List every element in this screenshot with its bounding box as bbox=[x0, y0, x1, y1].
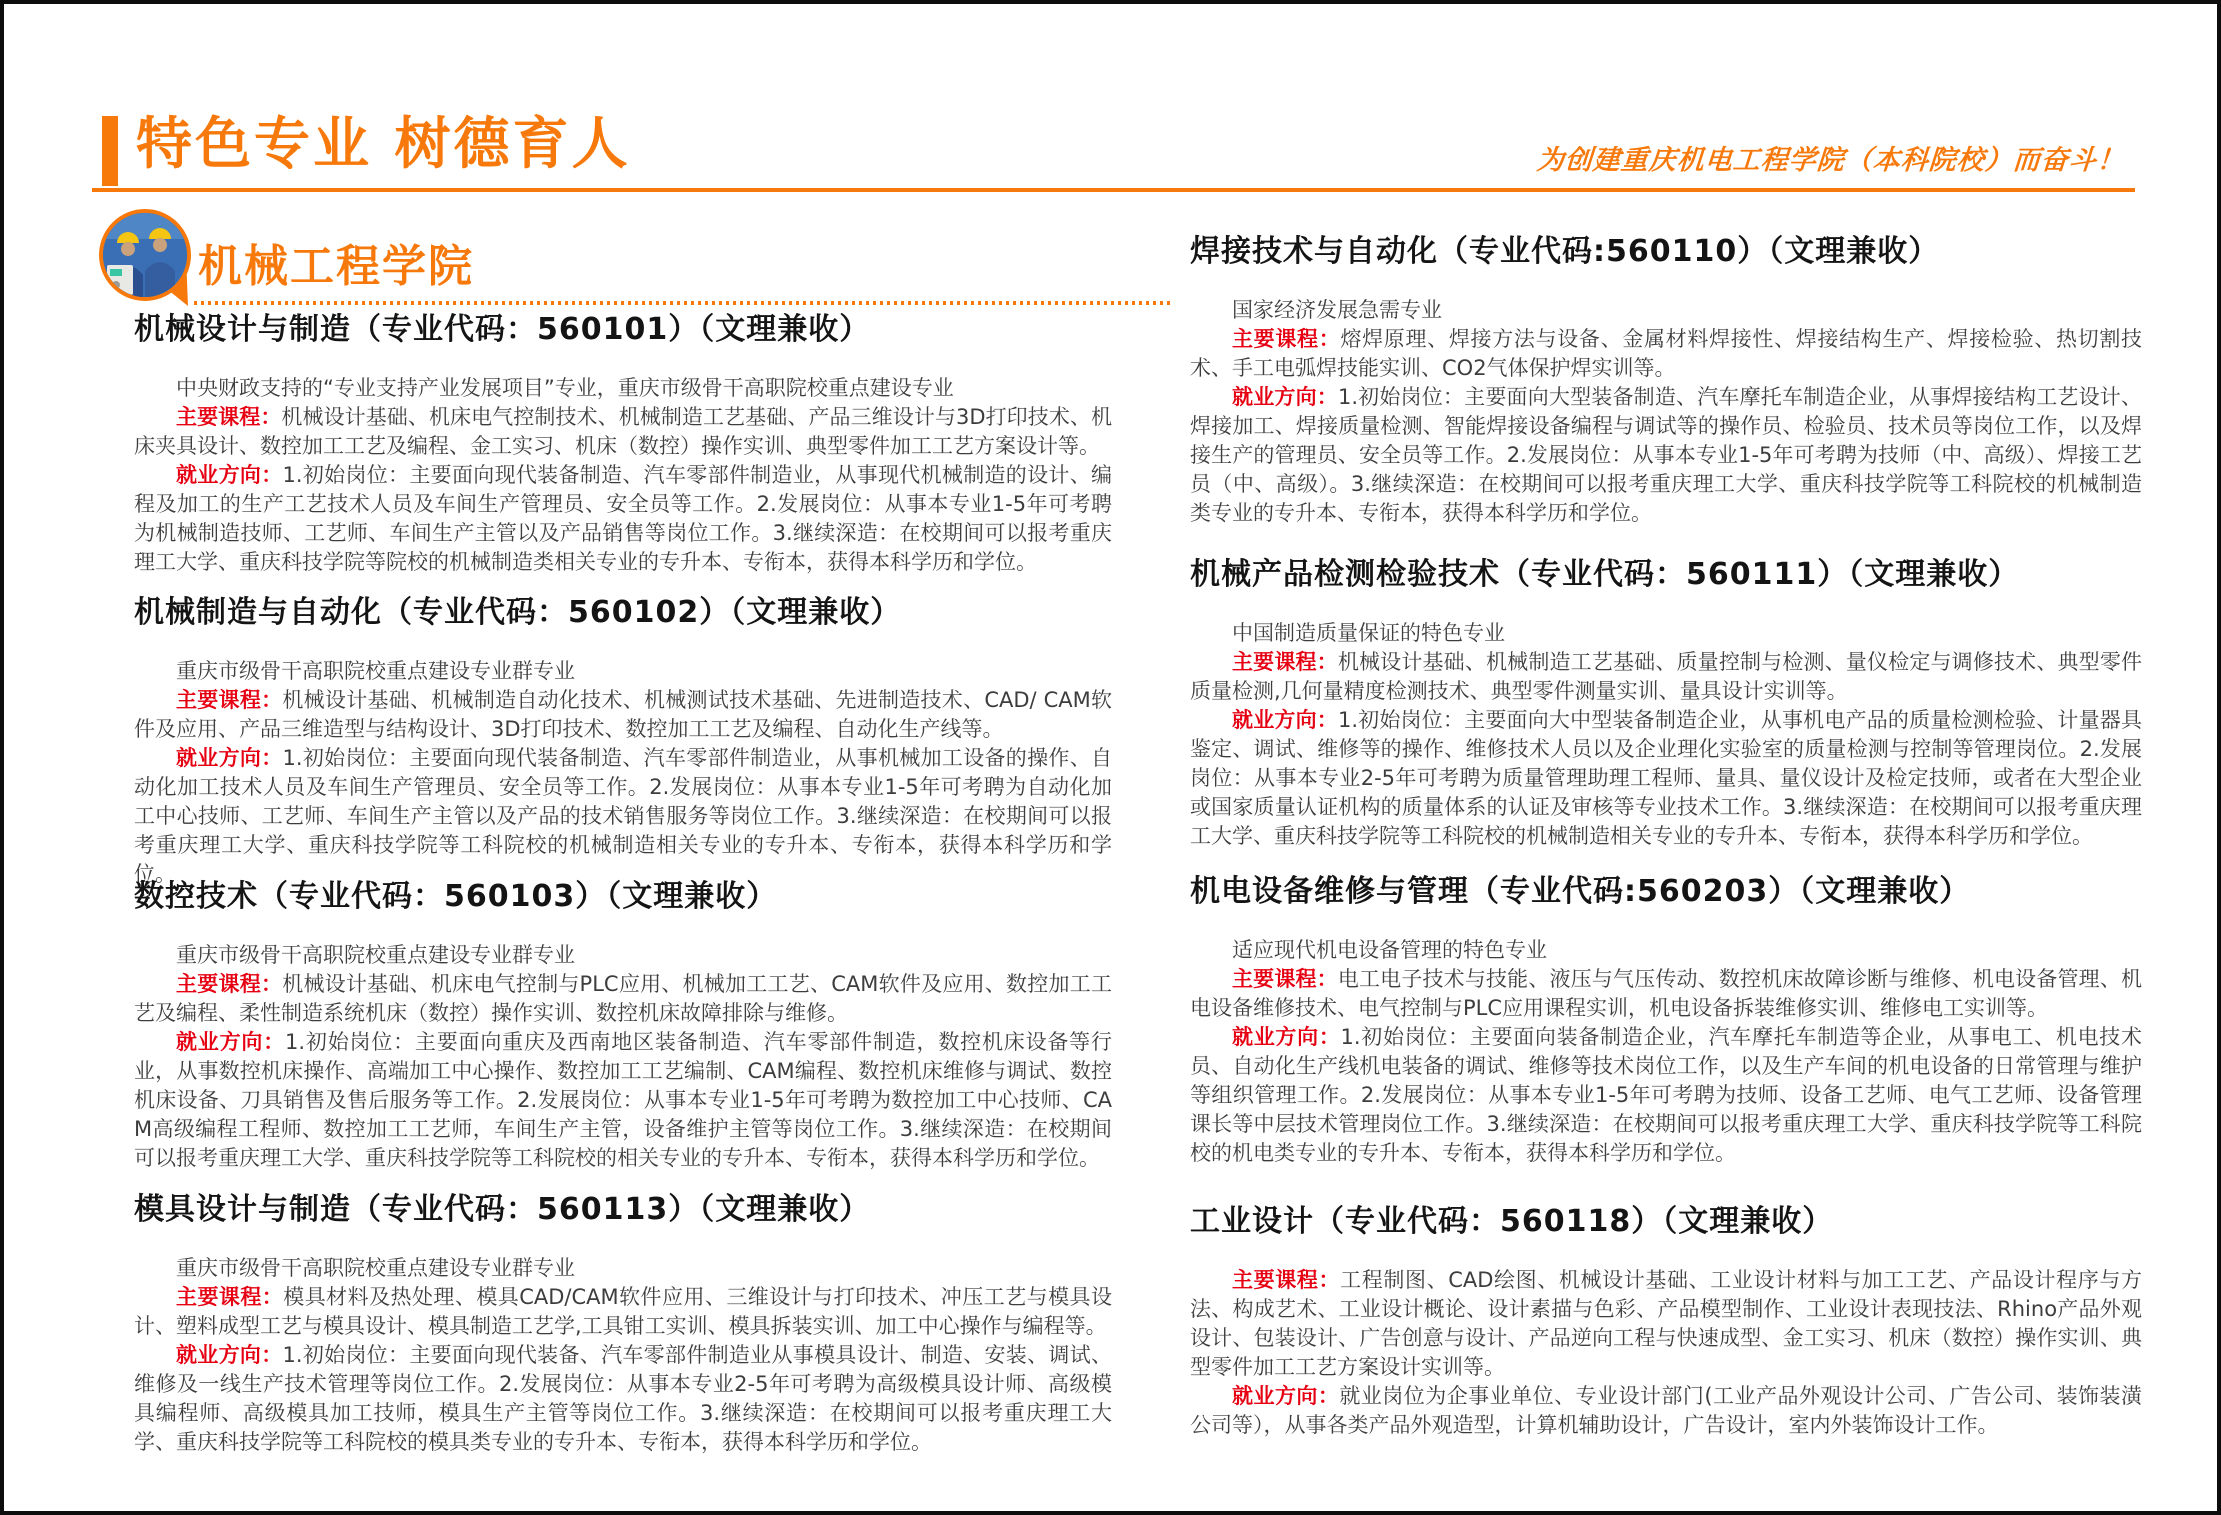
major-section bbox=[134, 871, 1112, 1173]
major-section bbox=[1190, 226, 2142, 528]
employment-label: 就业方向： bbox=[176, 1343, 283, 1367]
major-section bbox=[134, 587, 1112, 889]
major-employment bbox=[134, 1341, 1112, 1457]
courses-label: 主要课程： bbox=[176, 405, 282, 429]
courses-text: 机械设计基础、机械制造工艺基础、质量控制与检测、量仪检定与调修技术、典型零件质量检测,几何量精度检测技术、典型零件测量实训、量具设计实训等。 bbox=[1190, 650, 2143, 703]
major-section bbox=[1190, 1196, 2142, 1440]
employment-text: 1.初始岗位：主要面向现代装备、汽车零部件制造业从事模具设计、制造、安装、调试、维修及一线生产技术管理等岗位工作。2.发展岗位：从事本专业2-5年可考聘为高级模具设计师、高级模具编程师、高级模具加工技师，模具生产主管等岗位工作。3.继续深造：在校期间可以报考重庆理工大学、重庆科技学院等工科院校的模具类专业的专升本、专衔本，获得本科学历和学位。 bbox=[134, 1343, 1112, 1454]
employment-label: 就业方向： bbox=[1232, 1384, 1340, 1408]
major-courses bbox=[134, 403, 1112, 461]
courses-label: 主要课程： bbox=[176, 688, 283, 712]
major-section bbox=[134, 304, 1112, 577]
major-intro: 重庆市级骨干高职院校重点建设专业群专业 bbox=[176, 1256, 575, 1280]
courses-text: 工程制图、CAD绘图、机械设计基础、工业设计材料与加工工艺、产品设计程序与方法、构成艺术、工业设计概论、设计素描与色彩、产品模型制作、工业设计表现技法、Rhino产品外观设计、包装设计、广告创意与设计、产品逆向工程与快速成型、金工实习、机床（数控）操作实训、典型零件加工工艺方案设计实训等。 bbox=[1190, 1268, 2143, 1379]
major-courses bbox=[1190, 965, 2142, 1023]
employment-text: 1.初始岗位：主要面向重庆及西南地区装备制造、汽车零部件制造，数控机床设备等行业，从事数控机床操作、高端加工中心操作、数控加工工艺编制、CAM编程、数控机床维修与调试、数控机床设备、刀具销售及售后服务等工作。2.发展岗位：从事本专业1-5年可考聘为数控加工中心技师、CAM高级编程工程师、数控加工工艺师，车间生产主管，设备维护主管等岗位工作。3.继续深造：在校期间可以报考重庆理工大学、重庆科技学院等工科院校的相关专业的专升本、专衔本，获得本科学历和学位。 bbox=[134, 1030, 1112, 1170]
major-title: 机械设计与制造（专业代码：560101）（文理兼收） bbox=[134, 312, 871, 347]
courses-text: 熔焊原理、焊接方法与设备、金属材料焊接性、焊接结构生产、焊接检验、热切割技术、手工电弧焊技能实训、CO2气体保护焊实训等。 bbox=[1190, 327, 2143, 380]
courses-label: 主要课程： bbox=[1232, 1268, 1341, 1292]
department-name: 机械工程学院 bbox=[198, 241, 474, 292]
major-intro: 中央财政支持的“专业支持产业发展项目”专业，重庆市级骨干高职院校重点建设专业 bbox=[176, 376, 954, 400]
major-courses bbox=[134, 686, 1112, 744]
courses-text: 机械设计基础、机械制造自动化技术、机械测试技术基础、先进制造技术、CAD/ CAM软件及应用、产品三维造型与结构设计、3D打印技术、数控加工工艺及编程、自动化生产线等。 bbox=[134, 688, 1112, 741]
major-title: 模具设计与制造（专业代码：560113）（文理兼收） bbox=[134, 1192, 871, 1227]
major-employment bbox=[1190, 1382, 2142, 1440]
page-title: 特色专业 树德育人 bbox=[136, 112, 631, 177]
employment-label: 就业方向： bbox=[1232, 1025, 1341, 1049]
major-employment bbox=[134, 1028, 1112, 1173]
header-rule bbox=[92, 188, 2135, 192]
major-title: 机械制造与自动化（专业代码：560102）（文理兼收） bbox=[134, 595, 902, 630]
major-courses bbox=[1190, 325, 2142, 383]
employment-text: 1.初始岗位：主要面向现代装备制造、汽车零部件制造业，从事现代机械制造的设计、编程及加工的生产工艺技术人员及车间生产管理员、安全员等工作。2.发展岗位：从事本专业1-5年可考聘为机械制造技师、工艺师、车间生产主管以及产品销售等岗位工作。3.继续深造：在校期间可以报考重庆理工大学、重庆科技学院等院校的机械制造类相关专业的专升本、专衔本，获得本科学历和学位。 bbox=[134, 463, 1112, 574]
major-title: 机电设备维修与管理（专业代码:560203）（文理兼收） bbox=[1190, 874, 1971, 909]
major-employment bbox=[134, 461, 1112, 577]
courses-label: 主要课程： bbox=[1232, 967, 1338, 991]
department-photo-badge bbox=[99, 209, 191, 301]
employment-label: 就业方向： bbox=[1232, 385, 1338, 409]
employment-label: 就业方向： bbox=[176, 746, 283, 770]
major-intro: 重庆市级骨干高职院校重点建设专业群专业 bbox=[176, 659, 575, 683]
employment-text: 1.初始岗位：主要面向现代装备制造、汽车零部件制造业，从事机械加工设备的操作、自动化加工技术人员及车间生产管理员、安全员等工作。2.发展岗位：从事本专业1-5年可考聘为自动化加工中心技师、工艺师、车间生产主管以及产品的技术销售服务等岗位工作。3.继续深造：在校期间可以报考重庆理工大学、重庆科技学院等工科院校的机械制造相关专业的专升本、专衔本，获得本科学历和学位。 bbox=[134, 746, 1112, 886]
major-intro: 重庆市级骨干高职院校重点建设专业群专业 bbox=[176, 943, 575, 967]
major-section bbox=[1190, 549, 2142, 851]
courses-text: 机械设计基础、机床电气控制技术、机械制造工艺基础、产品三维设计与3D打印技术、机床夹具设计、数控加工工艺及编程、金工实习、机床（数控）操作实训、典型零件加工工艺方案设计等。 bbox=[134, 405, 1112, 458]
major-intro: 国家经济发展急需专业 bbox=[1232, 298, 1442, 322]
courses-label: 主要课程： bbox=[176, 972, 283, 996]
major-courses bbox=[134, 970, 1112, 1028]
courses-label: 主要课程： bbox=[1232, 327, 1341, 351]
employment-text: 1.初始岗位：主要面向大中型装备制造企业，从事机电产品的质量检测检验、计量器具鉴定、调试、维修等的操作、维修技术人员以及企业理化实验室的质量检测与控制等管理岗位。2.发展岗位：从事本专业2-5年可考聘为质量管理助理工程师、量具、量仪设计及检定技师，或者在大型企业或国家质量认证机构的质量体系的认证及审核等专业技术工作。3.继续深造：在校期间可以报考重庆理工大学、重庆科技学院等工科院校的机械制造相关专业的专升本、专衔本，获得本科学历和学位。 bbox=[1190, 708, 2142, 848]
employment-label: 就业方向： bbox=[176, 1030, 286, 1054]
employment-text: 1.初始岗位：主要面向装备制造企业，汽车摩托车制造等企业，从事电工、机电技术员、自动化生产线机电装备的调试、维修等技术岗位工作，以及生产车间的机电设备的日常管理与维护等组织管理工作。2.发展岗位：从事本专业1-5年可考聘为技师、设备工艺师、电气工艺师、设备管理课长等中层技术管理岗位工作。3.继续深造：在校期间可以报考重庆理工大学、重庆科技学院等工科院校的机电类专业的专升本、专衔本，获得本科学历和学位。 bbox=[1190, 1025, 2142, 1165]
workers-photo-icon bbox=[103, 213, 187, 297]
major-courses bbox=[134, 1283, 1112, 1341]
employment-text: 就业岗位为企事业单位、专业设计部门(工业产品外观设计公司、广告公司、装饰装潢公司等），从事各类产品外观造型，计算机辅助设计，广告设计，室内外装饰设计工作。 bbox=[1190, 1384, 2142, 1437]
courses-label: 主要课程： bbox=[1232, 650, 1338, 674]
employment-label: 就业方向： bbox=[1232, 708, 1338, 732]
major-employment bbox=[1190, 706, 2142, 851]
major-intro: 中国制造质量保证的特色专业 bbox=[1232, 621, 1505, 645]
employment-text: 1.初始岗位：主要面向大型装备制造、汽车摩托车制造企业，从事焊接结构工艺设计、焊接加工、焊接质量检测、智能焊接设备编程与调试等的操作员、检验员、技术员等岗位工作，以及焊接生产的管理员、安全员等工作。2.发展岗位：从事本专业1-5年可考聘为技师（中、高级）、焊接工艺员（中、高级）。3.继续深造：在校期间可以报考重庆理工大学、重庆科技学院等工科院校的机械制造类专业的专升本、专衔本，获得本科学历和学位。 bbox=[1190, 385, 2142, 525]
major-title: 焊接技术与自动化（专业代码:560110）（文理兼收） bbox=[1190, 234, 1940, 269]
employment-label: 就业方向： bbox=[176, 463, 283, 487]
major-title: 机械产品检测检验技术（专业代码：560111）（文理兼收） bbox=[1190, 557, 2020, 592]
major-employment bbox=[1190, 1023, 2142, 1168]
header-slogan: 为创建重庆机电工程学院（本科院校）而奋斗！ bbox=[1535, 145, 2126, 176]
major-courses bbox=[1190, 648, 2142, 706]
title-accent-bar bbox=[102, 116, 118, 186]
major-employment bbox=[134, 744, 1112, 889]
major-title: 工业设计（专业代码：560118）（文理兼收） bbox=[1190, 1204, 1834, 1239]
major-section bbox=[134, 1184, 1112, 1457]
major-employment bbox=[1190, 383, 2142, 528]
courses-text: 电工电子技术与技能、液压与气压传动、数控机床故障诊断与维修、机电设备管理、机电设备维修技术、电气控制与PLC应用课程实训，机电设备拆装维修实训、维修电工实训等。 bbox=[1190, 967, 2143, 1020]
major-courses bbox=[1190, 1266, 2142, 1382]
courses-text: 模具材料及热处理、模具CAD/CAM软件应用、三维设计与打印技术、冲压工艺与模具设计、塑料成型工艺与模具设计、模具制造工艺学,工具钳工实训、模具拆装实训、加工中心操作与编程等。 bbox=[134, 1285, 1113, 1338]
courses-label: 主要课程： bbox=[176, 1285, 284, 1309]
major-intro: 适应现代机电设备管理的特色专业 bbox=[1232, 938, 1547, 962]
major-section bbox=[1190, 866, 2142, 1168]
major-title: 数控技术（专业代码：560103）（文理兼收） bbox=[134, 879, 778, 914]
courses-text: 机械设计基础、机床电气控制与PLC应用、机械加工工艺、CAM软件及应用、数控加工工艺及编程、柔性制造系统机床（数控）操作实训、数控机床故障排除与维修。 bbox=[134, 972, 1113, 1025]
